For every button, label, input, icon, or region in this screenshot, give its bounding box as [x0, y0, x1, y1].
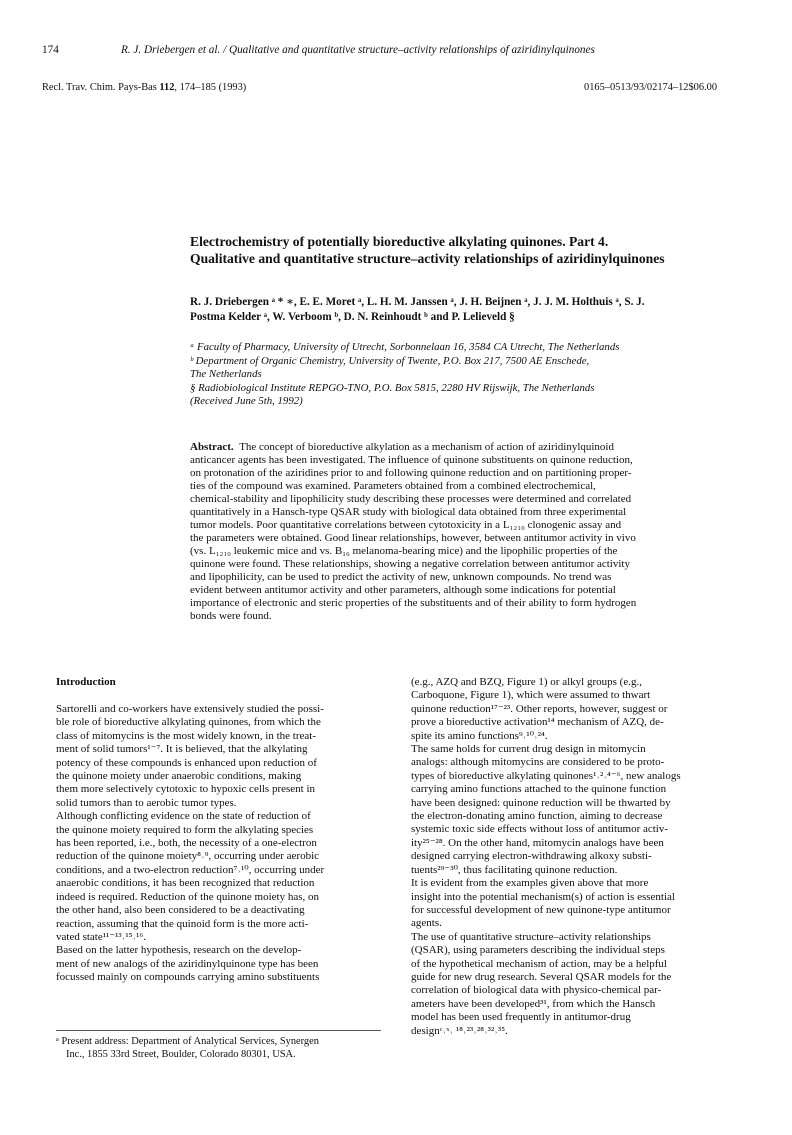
body-line: ment of new analogs of the aziridinylquinone type has been: [56, 957, 319, 970]
footnote-divider: [56, 1030, 381, 1031]
authors-line-1: R. J. Driebergen ᵃ * ∗, E. E. Moret ᵃ, L. H. M. Janssen ᵃ, J. H. Beijnen ᵃ, J. J. M. Holthuis ᵃ, S. J.: [190, 296, 645, 308]
journal-pages: , 174–185 (1993): [174, 82, 247, 93]
abstract-line: (vs. L₁₂₁₀ leukemic mice and vs. B₁₆ melanoma-bearing mice) and the lipophilic properties of the: [190, 545, 618, 557]
journal-volume: 112: [159, 82, 175, 93]
body-line: class of mitomycins is the most widely known, in the treat-: [56, 729, 316, 742]
article-title: [190, 233, 770, 267]
abstract-line: importance of electronic and steric properties of the substituents and of their ability to form hydrogen: [190, 597, 637, 609]
body-line: agents.: [411, 917, 442, 930]
body-line: designᶜ˒ˣ˒ ¹⁸˒²³˒²⁸˒³²˒³⁵.: [411, 1024, 508, 1037]
abstract-line: bonds were found.: [190, 610, 272, 622]
body-line: of the hypothetical mechanism of action, may be a helpful: [411, 957, 667, 970]
body-line: the quinone moiety required to form the alkylating species: [56, 823, 314, 836]
body-line: focussed mainly on compounds carrying amino substituents: [56, 971, 320, 984]
received-date: (Received June 5th, 1992): [190, 395, 303, 407]
body-line: Carboquone, Figure 1), which were assumed to thwart: [411, 689, 651, 702]
body-line: The same holds for current drug design in mitomycin: [411, 743, 646, 756]
body-line: anaerobic conditions, it has been recognized that reduction: [56, 877, 315, 890]
page-number: 174: [42, 44, 59, 56]
abstract-line: on protonation of the aziridines prior to and following quinone reduction and on partitioning proper-: [190, 467, 632, 479]
body-line: the electron-donating amino function, aiming to decrease: [411, 810, 663, 823]
body-line: types of bioreductive alkylating quinones¹˒²˒⁴⁻⁶, new analogs: [411, 769, 681, 782]
author-list: [190, 295, 770, 325]
body-line: reduction of the quinone moiety⁸˒⁹, occurring under aerobic: [56, 850, 320, 863]
body-line: Sartorelli and co-workers have extensively studied the possi-: [56, 703, 324, 715]
left-column-body: [56, 703, 381, 985]
body-line: prove a bioreductive activation¹⁴ mechanism of AZQ, de-: [411, 716, 664, 729]
body-line: ameters have been developed³¹, from which the Hansch: [411, 997, 656, 1010]
body-line: model has been used frequently in antitumor-drug: [411, 1011, 631, 1024]
title-line-2: Qualitative and quantitative structure–activity relationships of aziridinylquinones: [190, 251, 665, 266]
abstract-line: tumor models. Poor quantitative correlations between cytotoxicity in a L₁₂₁₀ clonogenic assay and: [190, 519, 622, 531]
affiliation-line: ᵃ Faculty of Pharmacy, University of Utrecht, Sorbonnelaan 16, 3584 CA Utrecht, The Netherlands: [190, 341, 620, 353]
journal-ref-prefix: Recl. Trav. Chim. Pays-Bas: [42, 82, 160, 93]
abstract-line: quantitatively in a Hansch-type QSAR study with biological data obtained from three experimental: [190, 506, 627, 518]
body-line: solid tumors than to aerobic tumor types.: [56, 796, 237, 809]
affiliation-line: The Netherlands: [190, 368, 262, 380]
authors-line-2: Postma Kelder ᵃ, W. Verboom ᵇ, D. N. Reinhoudt ᵇ and P. Lelieveld §: [190, 311, 515, 323]
footnote-line: ᵃ Present address: Department of Analytical Services, Synergen: [56, 1036, 319, 1047]
affiliation-line: ᵇ Department of Organic Chemistry, University of Twente, P.O. Box 217, 7500 AE Enschede,: [190, 354, 590, 367]
footnote-line: Inc., 1855 33rd Street, Boulder, Colorado 80301, USA.: [66, 1049, 296, 1060]
abstract: [190, 441, 748, 623]
body-line: for successful development of new quinone-type antitumor: [411, 903, 671, 916]
body-line: guide for new drug research. Several QSAR models for the: [411, 970, 672, 983]
body-line: analogs: although mitomycins are considered to be proto-: [411, 756, 665, 769]
body-line: tuents²⁹⁻³⁰, thus facilitating quinone reduction.: [411, 863, 618, 876]
body-line: insight into the potential mechanism(s) of action is essential: [411, 890, 675, 903]
abstract-line: Abstract. The concept of bioreductive alkylation as a mechanism of action of aziridinylquinoid: [190, 441, 614, 453]
abstract-line: the parameters were obtained. Good linear relationships, however, between antitumor activity in vivo: [190, 532, 636, 544]
section-heading-introduction: Introduction: [56, 676, 116, 688]
body-line: It is evident from the examples given above that more: [411, 877, 649, 890]
affiliation-line: § Radiobiological Institute REPGO-TNO, P.O. Box 5815, 2280 HV Rijswijk, The Netherlands: [190, 381, 595, 394]
body-line: systemic toxic side effects without loss of antitumor activ-: [411, 823, 669, 836]
title-line-1: Electrochemistry of potentially bioreductive alkylating quinones. Part 4.: [190, 234, 609, 249]
affiliations: [190, 341, 770, 409]
body-line: ment of solid tumors¹⁻⁷. It is believed, that the alkylating: [56, 743, 308, 756]
body-line: them more selectively cytotoxic to hypoxic cells present in: [56, 783, 316, 796]
body-line: vated state¹¹⁻¹³˒¹⁵˒¹⁶.: [56, 930, 147, 943]
body-line: (QSAR), using parameters describing the individual steps: [411, 944, 665, 957]
body-line: designed carrying electron-withdrawing alkoxy substi-: [411, 850, 652, 863]
footnote: [56, 1035, 381, 1061]
body-line: ble role of bioreductive alkylating quinones, from which the: [56, 716, 321, 729]
abstract-label: Abstract.: [190, 441, 234, 453]
body-line: Although conflicting evidence on the state of reduction of: [56, 810, 311, 823]
journal-reference: [42, 82, 246, 93]
abstract-line: chemical-stability and lipophilicity study describing these processes were determined and correlated: [190, 493, 632, 505]
body-line: spite its amino functions⁹˒¹⁰˒²⁴.: [411, 729, 548, 742]
body-line: potency of these compounds is enhanced upon reduction of: [56, 756, 317, 769]
abstract-line: evident between antitumor activity and other parameters, although some indications for potential: [190, 584, 616, 596]
issn-code: 0165–0513/93/02174–12$06.00: [584, 82, 718, 93]
body-line: conditions, and a two-electron reduction⁷˒¹⁰, occurring under: [56, 863, 325, 876]
running-title: R. J. Driebergen et al. / Qualitative and quantitative structure–activity relationships of aziridinylquinones: [121, 44, 595, 56]
abstract-line: ties of the compound was examined. Parameters obtained from a combined electrochemical,: [190, 480, 596, 492]
right-column-body: [411, 676, 747, 1038]
body-line: carrying amino functions attached to the quinone function: [411, 783, 667, 796]
body-line: have been designed: quinone reduction will be thwarted by: [411, 796, 671, 809]
body-line: correlation of biological data with physico-chemical par-: [411, 984, 662, 997]
body-line: The use of quantitative structure–activity relationships: [411, 930, 651, 943]
body-line: has been reported, i.e., both, the necessity of a one-electron: [56, 837, 317, 850]
body-line: (e.g., AZQ and BZQ, Figure 1) or alkyl groups (e.g.,: [411, 676, 642, 688]
body-line: quinone reduction¹⁷⁻²³. Other reports, however, suggest or: [411, 702, 668, 715]
abstract-line: quinone were found. These relationships, showing a negative correlation between antitumor activity: [190, 558, 630, 570]
body-line: indeed is required. Reduction of the quinone moiety has, on: [56, 890, 320, 903]
body-line: the quinone moiety under anaerobic conditions, making: [56, 770, 302, 783]
abstract-line: anticancer agents has been investigated. The influence of quinone substituents on quinone reduction,: [190, 454, 633, 466]
body-line: reaction, assuming that the quinoid form is the more acti-: [56, 917, 309, 930]
body-line: ity²⁵⁻²⁸. On the other hand, mitomycin analogs have been: [411, 836, 664, 849]
abstract-line: and lipophilicity, can be used to predict the activity of new, unknown compounds. No trend was: [190, 571, 612, 583]
body-line: Based on the latter hypothesis, research on the develop-: [56, 944, 302, 957]
body-line: the other hand, also been considered to be a deactivating: [56, 904, 305, 917]
